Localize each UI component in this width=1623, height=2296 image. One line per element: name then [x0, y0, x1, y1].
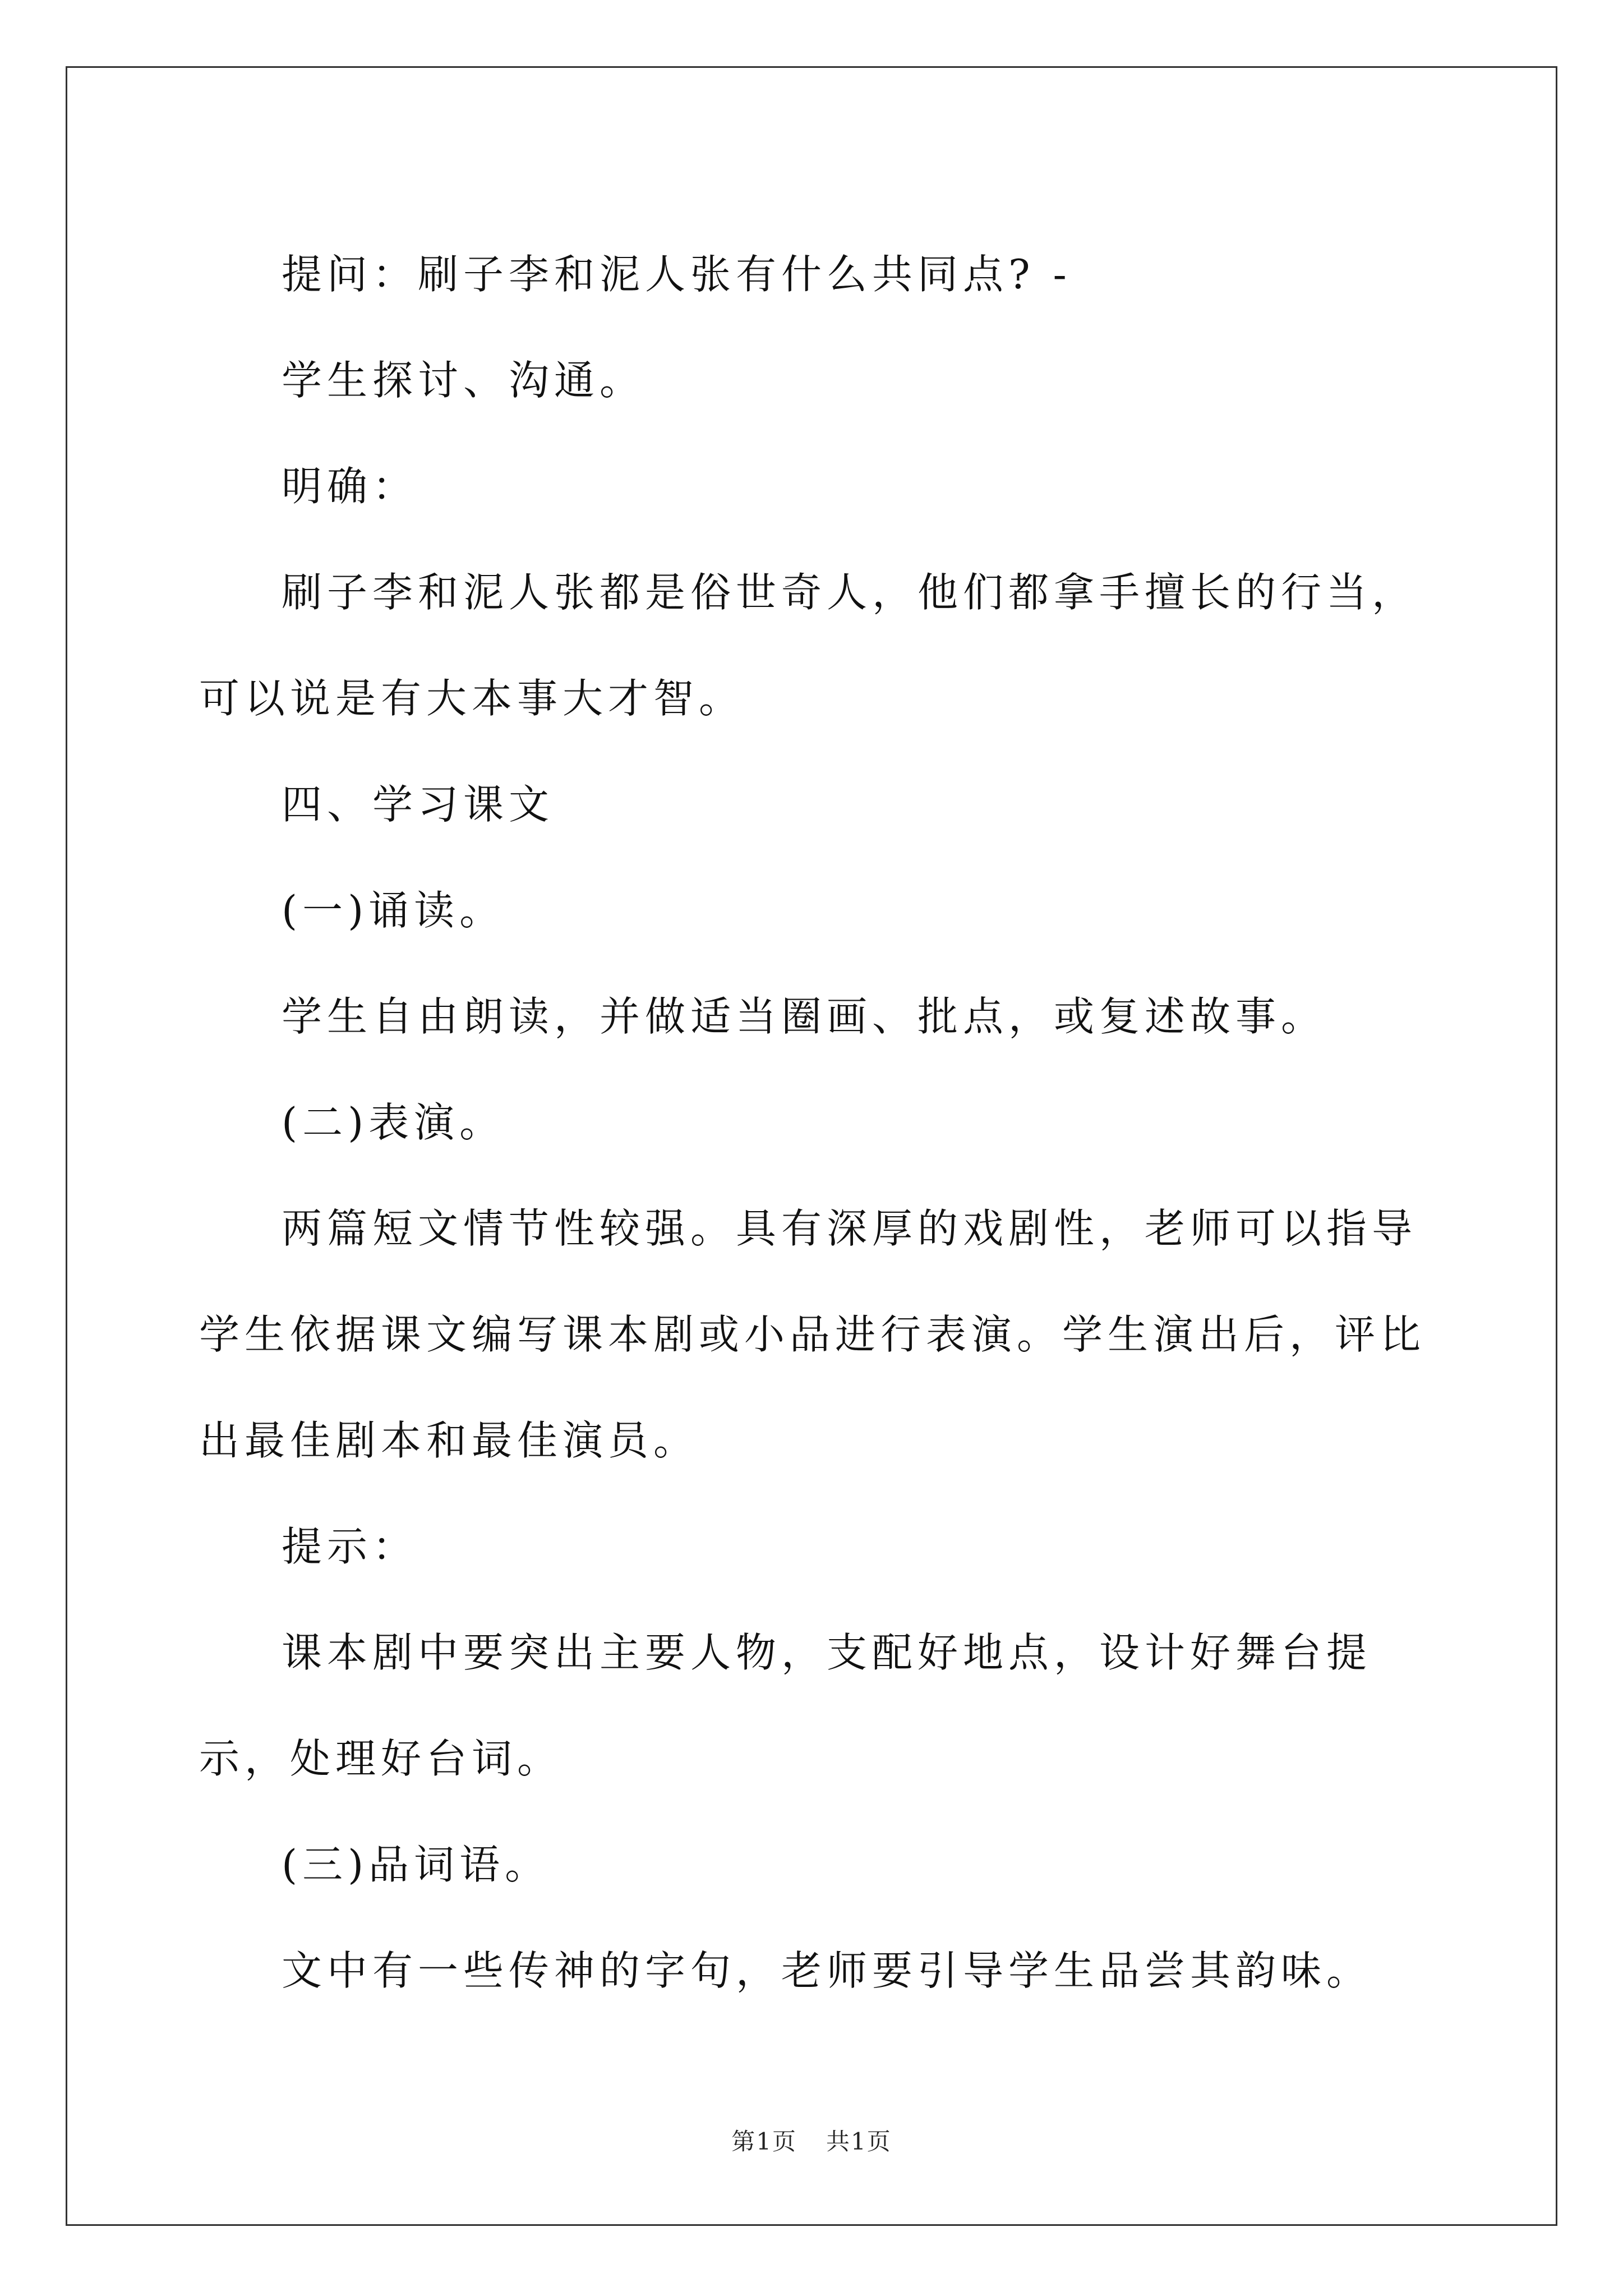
section-heading: 四、学习课文 [282, 781, 555, 828]
subsection-heading: (一)诵读。 [282, 887, 505, 934]
page-footer [0, 2123, 1623, 2157]
page-number: 第1页 [731, 2128, 797, 2155]
paragraph: 学生自由朗读，并做适当圈画、批点，或复述故事。 [282, 993, 1327, 1040]
subsection-heading: (三)品词语。 [282, 1841, 551, 1888]
paragraph: 刷子李和泥人张都是俗世奇人，他们都拿手擅长的行当，可以说是有大本事大才智。 [199, 569, 1418, 722]
paragraph: 课本剧中要突出主要人物，支配好地点，设计好舞台提示，处理好台词。 [199, 1629, 1372, 1782]
subsection-heading: (二)表演。 [282, 1099, 505, 1146]
paragraph: 提示： [282, 1523, 418, 1570]
paragraph: 文中有一些传神的字句，老师要引导学生品尝其韵味。 [282, 1947, 1372, 1994]
document-body [199, 222, 1427, 2024]
paragraph: 提问：刷子李和泥人张有什么共同点? - [282, 251, 1072, 298]
paragraph: 两篇短文情节性较强。具有深厚的戏剧性，老师可以指导学生依据课文编写课本剧或小品进行表演。学生演出后，评比出最佳剧本和最佳演员。 [199, 1205, 1426, 1464]
paragraph: 明确： [282, 463, 418, 510]
page-total: 共1页 [826, 2128, 892, 2155]
paragraph: 学生探讨、沟通。 [282, 357, 645, 404]
